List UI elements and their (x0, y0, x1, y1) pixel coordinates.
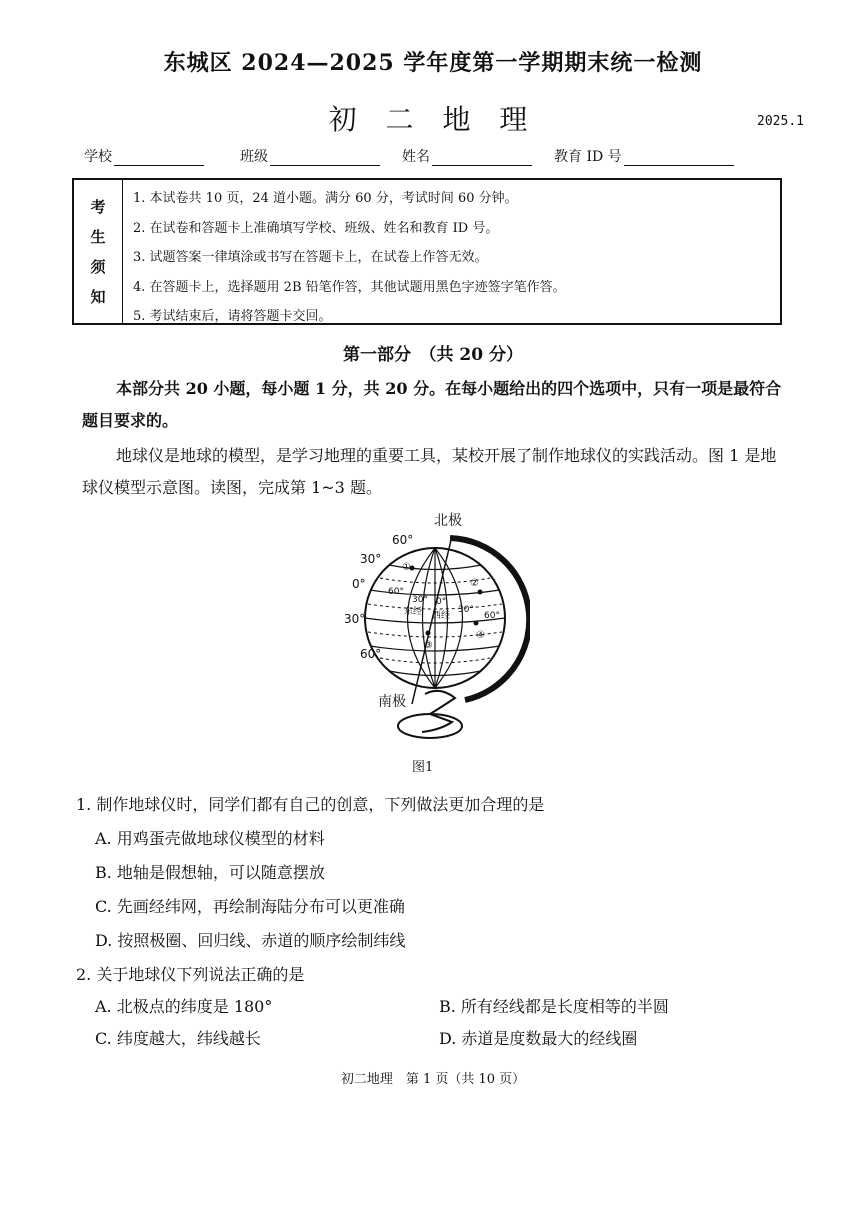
label-south-pole: 南极 (378, 694, 406, 710)
question-1-stem: 1. 制作地球仪时，同学们都有自己的创意，下列做法更加合理的是 (76, 795, 545, 814)
question-1-option-a[interactable]: A. 用鸡蛋壳做地球仪模型的材料 (95, 829, 325, 848)
notice-head-char: 考 (90, 197, 106, 216)
class-blank[interactable] (270, 151, 380, 166)
label-lat-30s: 30° (344, 612, 366, 626)
point-marker (474, 621, 479, 626)
notice-head-char: 生 (90, 227, 106, 246)
label-north-pole: 北极 (434, 513, 462, 529)
label-lon-60e: 60° (484, 611, 500, 621)
label-lat-30n: 30° (360, 552, 382, 566)
label-m2: ② (470, 578, 479, 589)
figure-caption: 图1 (412, 760, 434, 775)
label-m4: ④ (476, 630, 485, 641)
notice-item: 3. 试题答案一律填涂或书写在答题卡上，在试卷上作答无效。 (133, 250, 488, 265)
school-field[interactable] (84, 146, 204, 166)
label-lon-0: 0° (436, 597, 447, 607)
notice-list (123, 180, 780, 323)
label-west: 西经 (432, 611, 451, 621)
name-label: 姓名 (402, 149, 430, 165)
class-field[interactable] (240, 146, 380, 166)
notice-item: 1. 本试卷共 10 页，24 道小题。满分 60 分，考试时间 60 分钟。 (133, 191, 518, 206)
exam-notice-box (72, 178, 782, 325)
question-2-option-c[interactable]: C. 纬度越大，纬线越长 (95, 1029, 261, 1048)
edu-id-blank[interactable] (624, 151, 734, 166)
question-1-option-c[interactable]: C. 先画经纬网，再绘制海陆分布可以更准确 (95, 897, 405, 916)
label-m3: ③ (424, 640, 433, 651)
notice-item: 5. 考试结束后，请将答题卡交回。 (133, 309, 332, 324)
label-m1: ① (402, 562, 411, 573)
exam-date: 2025.1 (757, 114, 804, 129)
point-marker (426, 631, 431, 636)
globe-stand (422, 691, 455, 732)
label-lon-30w: 30° (412, 595, 428, 605)
notice-heading (74, 180, 123, 323)
point-marker (478, 590, 483, 595)
globe-base (398, 714, 462, 738)
notice-item: 4. 在答题卡上，选择题用 2B 铅笔作答，其他试题用黑色字迹签字笔作答。 (133, 279, 566, 295)
label-lat-0: 0° (352, 577, 366, 591)
name-blank[interactable] (432, 151, 532, 166)
school-blank[interactable] (114, 151, 204, 166)
label-east: 东经 (404, 607, 423, 617)
question-1-option-b[interactable]: B. 地轴是假想轴，可以随意摆放 (95, 863, 325, 882)
section-title: 第一部分 （共 20 分） (343, 345, 523, 365)
question-2-option-b[interactable]: B. 所有经线都是长度相等的半圆 (439, 997, 669, 1016)
label-lat-60n: 60° (392, 533, 414, 547)
question-group-stem: 地球仪是地球的模型，是学习地理的重要工具，某校开展了制作地球仪的实践活动。图 1 是地球仪模型示意图。读图，完成第 1~3 题。 (82, 446, 777, 497)
school-label: 学校 (84, 149, 112, 165)
notice-item: 2. 在试卷和答题卡上准确填写学校、班级、姓名和教育 ID 号。 (133, 220, 499, 236)
student-info-fields (84, 146, 784, 166)
name-field[interactable] (402, 146, 532, 166)
label-lon-60w: 60° (388, 587, 404, 597)
exam-title: 东城区 2024—2025 学年度第一学期期末统一检测 (163, 50, 703, 76)
page-footer: 初二地理 第 1 页（共 10 页） (340, 1072, 526, 1087)
subject-title: 初 二 地 理 (328, 103, 538, 136)
globe-figure (340, 508, 530, 758)
label-lat-60s: 60° (360, 647, 382, 661)
edu-id-field[interactable] (554, 146, 734, 166)
question-2-option-d[interactable]: D. 赤道是度数最大的经线圈 (439, 1029, 638, 1048)
question-1-option-d[interactable]: D. 按照极圈、回归线、赤道的顺序绘制纬线 (95, 931, 406, 950)
section-intro: 本部分共 20 小题，每小题 1 分，共 20 分。在每小题给出的四个选项中，只有一项是最符合题目要求的。 (82, 379, 782, 430)
label-lon-30e: 30° (458, 605, 474, 615)
edu-id-label: 教育 ID 号 (554, 149, 622, 165)
class-label: 班级 (240, 149, 268, 165)
notice-head-char: 知 (90, 287, 106, 306)
question-2-stem: 2. 关于地球仪下列说法正确的是 (76, 965, 305, 984)
notice-head-char: 须 (90, 257, 106, 276)
question-2-option-a[interactable]: A. 北极点的纬度是 180° (95, 997, 273, 1016)
